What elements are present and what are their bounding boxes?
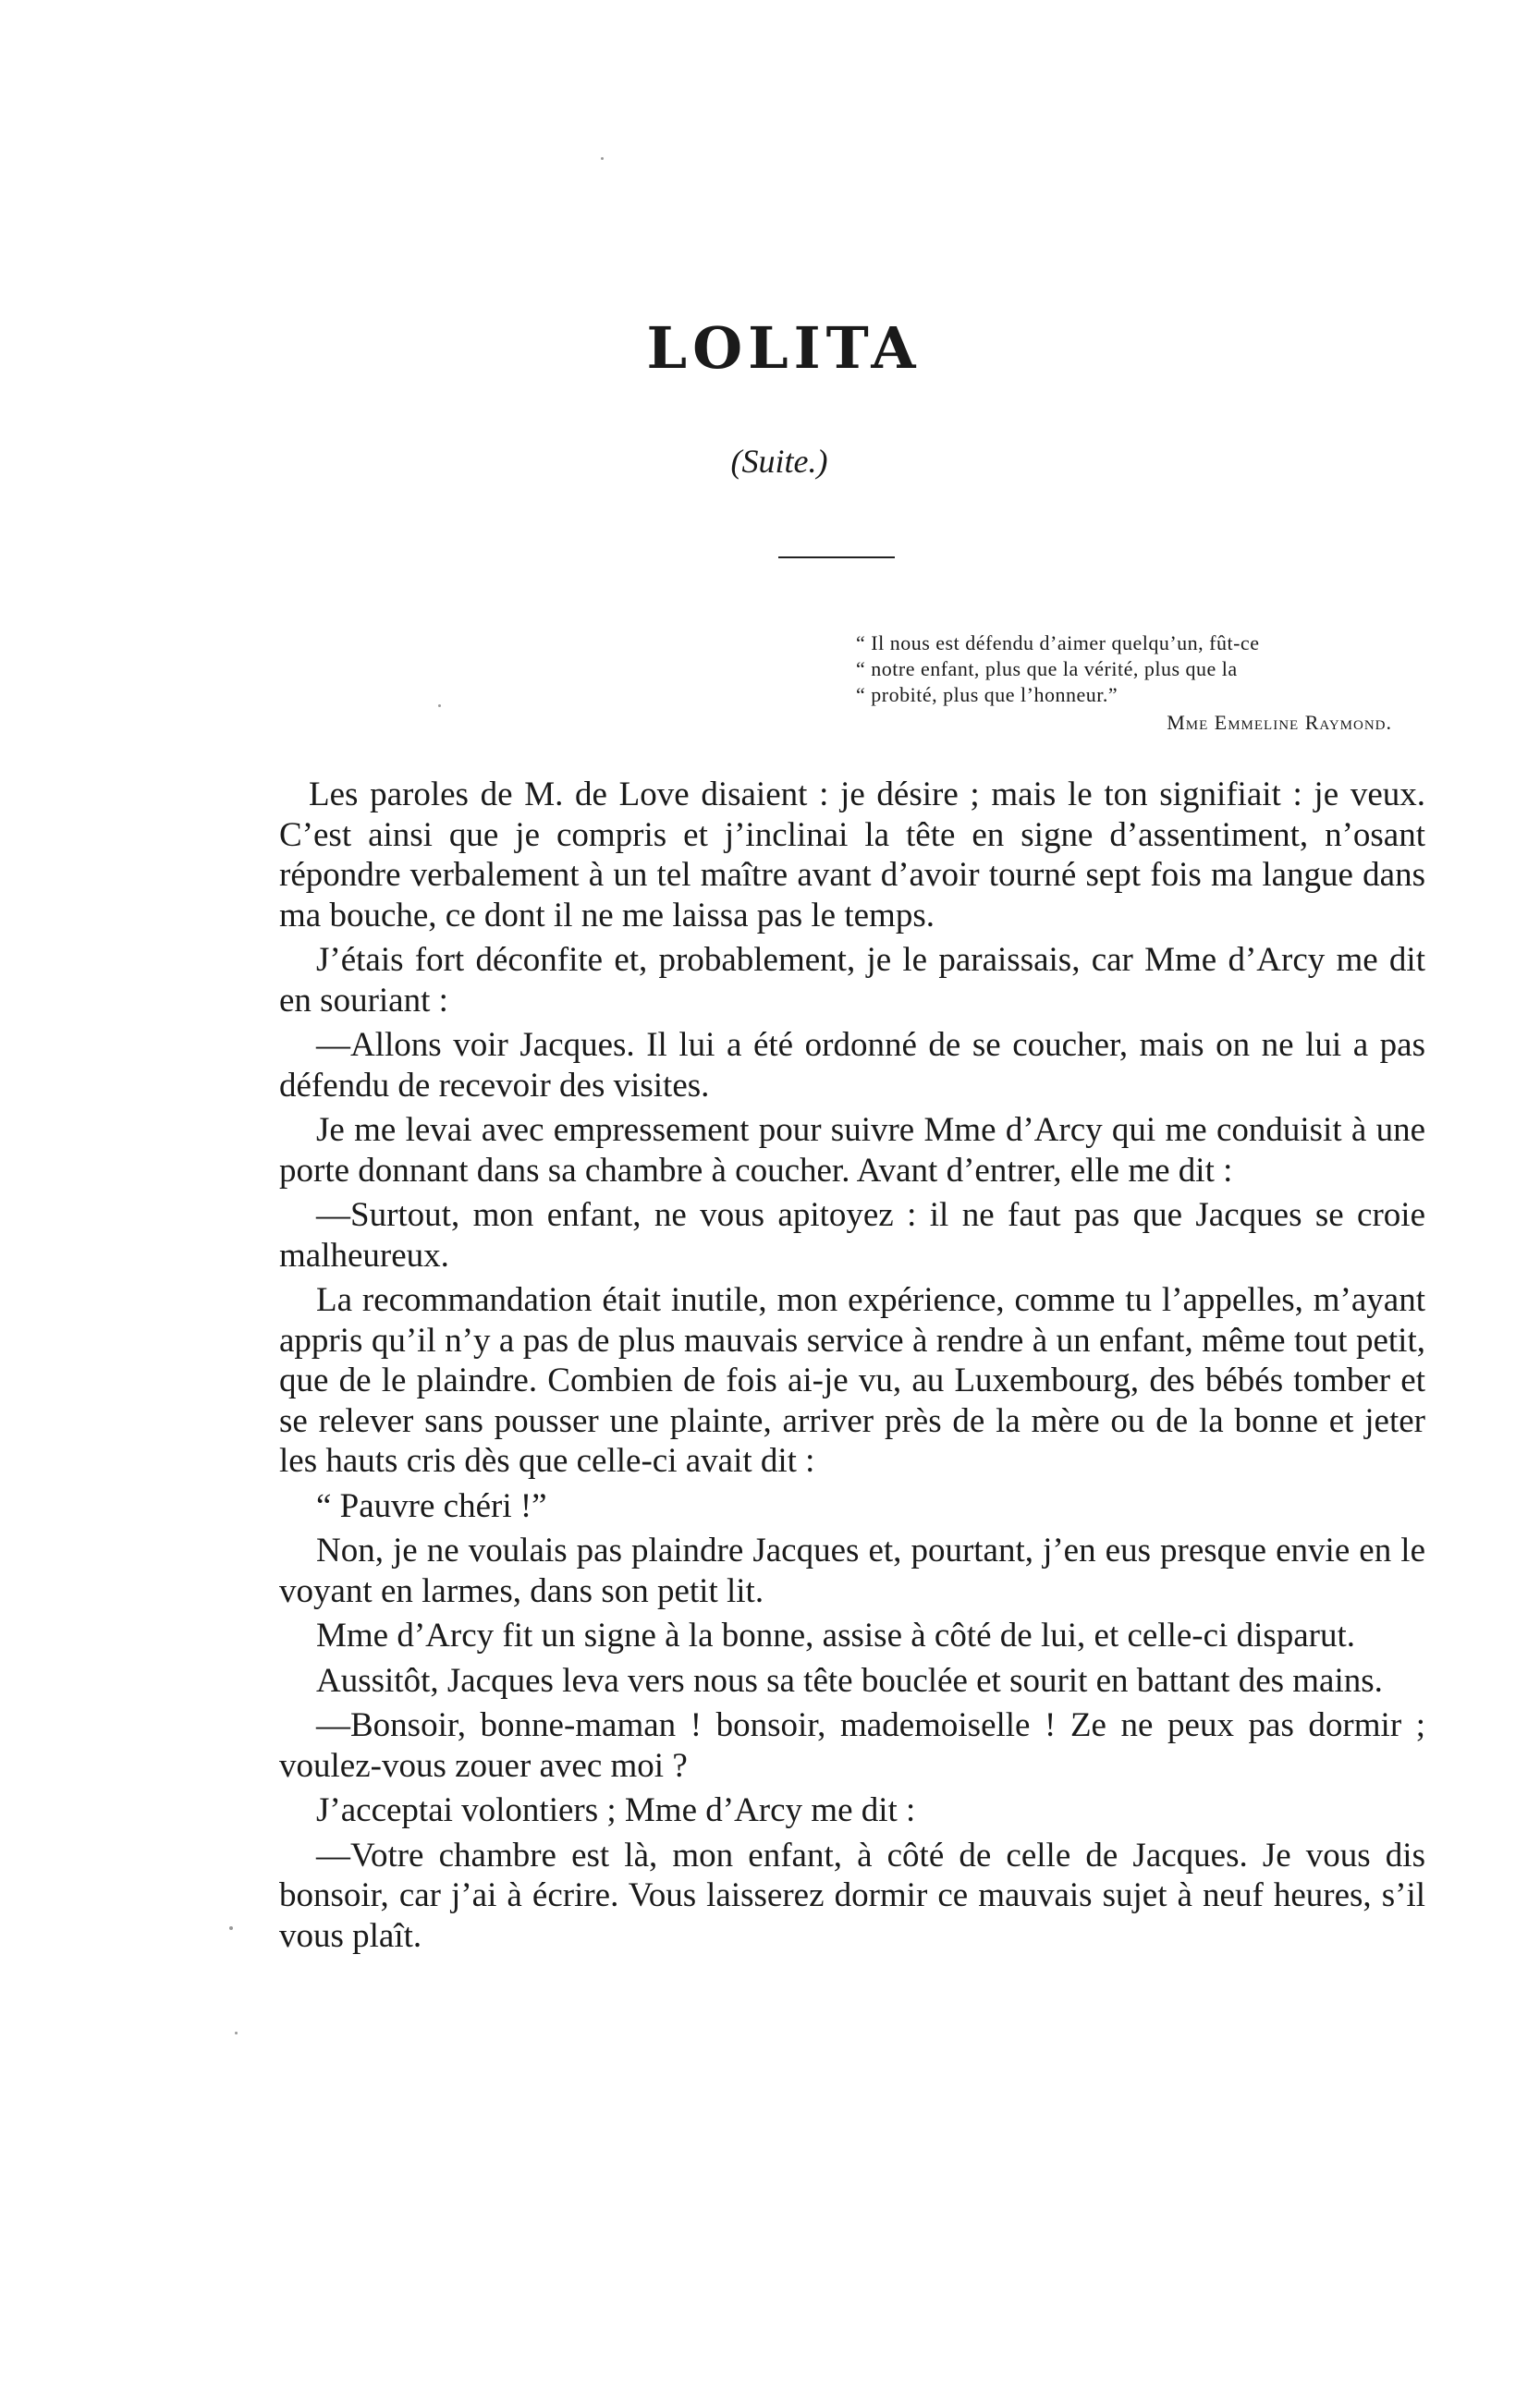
paragraph: Non, je ne voulais pas plaindre Jacques et, pourtant, j’en eus presque envie en le voyant en larmes, dans son petit lit. — [279, 1532, 1425, 1610]
paragraph: —Votre chambre est là, mon enfant, à côté de celle de Jacques. Je vous dis bonsoir, car j’ai à écrire. Vous laisserez dormir ce mauvais sujet à neuf heures, s’il vous plaît. — [279, 1836, 1425, 1955]
epigraph-line: “ notre enfant, plus que la vérité, plus que la — [856, 657, 1238, 680]
paragraph: Je me levai avec empressement pour suivre Mme d’Arcy qui me conduisit à une porte donnant dans sa chambre à coucher. Avant d’entrer, elle me dit : — [279, 1111, 1425, 1190]
paper-speck — [438, 704, 441, 707]
paragraph: —Bonsoir, bonne-maman ! bonsoir, mademoiselle ! Ze ne peux pas dormir ; voulez-vous zouer avec moi ? — [279, 1706, 1425, 1785]
paragraph: J’étais fort déconfite et, probablement, je le paraissais, car Mme d’Arcy me dit en souriant : — [279, 941, 1425, 1020]
paragraph: Les paroles de M. de Love disaient : je désire ; mais le ton signifiait : je veux. C’est ainsi que je compris et j’inclinai la tête en signe d’assentiment, n’osant répondre verbalement à un tel maître avant d’avoir tourné sept fois ma langue dans ma bouche, ce dont il ne me laissa pas le temps. — [279, 776, 1425, 934]
epigraph-line: “ probité, plus que l’honneur.” — [856, 683, 1118, 706]
paragraph: La recommandation était inutile, mon expérience, comme tu l’appelles, m’ayant appris qu’il n’y a pas de plus mauvais service à rendre à un enfant, même tout petit, que de le plaindre. Combien de fois ai-je vu, au Luxembourg, des bébés tomber et se relever sans pousser une plainte, arriver près de la mère ou de la bonne et jeter les hauts cris dès que celle-ci avait dit : — [279, 1281, 1425, 1480]
paper-speck — [229, 1926, 233, 1930]
title-divider — [778, 556, 895, 558]
paragraph: Aussitôt, Jacques leva vers nous sa tête bouclée et sourit en battant des mains. — [316, 1661, 1383, 1700]
epigraph-author: Mme Emmeline Raymond. — [1167, 711, 1392, 734]
paragraph: —Surtout, mon enfant, ne vous apitoyez : il ne faut pas que Jacques se croie malheureux. — [279, 1196, 1425, 1275]
paragraph: —Allons voir Jacques. Il lui a été ordonné de se coucher, mais on ne lui a pas défendu de recevoir des visites. — [279, 1026, 1425, 1105]
epigraph-line: “ Il nous est défendu d’aimer quelqu’un, fût-ce — [856, 631, 1260, 654]
chapter-subtitle: (Suite.) — [730, 443, 828, 480]
paragraph: J’acceptai volontiers ; Mme d’Arcy me dit : — [316, 1791, 916, 1829]
body-text — [279, 775, 1425, 1960]
paragraph: “ Pauvre chéri !” — [316, 1486, 547, 1525]
paragraph: Mme d’Arcy fit un signe à la bonne, assise à côté de lui, et celle-ci disparut. — [316, 1617, 1356, 1655]
epigraph — [856, 630, 1429, 736]
paper-speck — [235, 2032, 238, 2034]
chapter-title: LOLITA — [646, 314, 922, 382]
paper-speck — [601, 157, 604, 160]
